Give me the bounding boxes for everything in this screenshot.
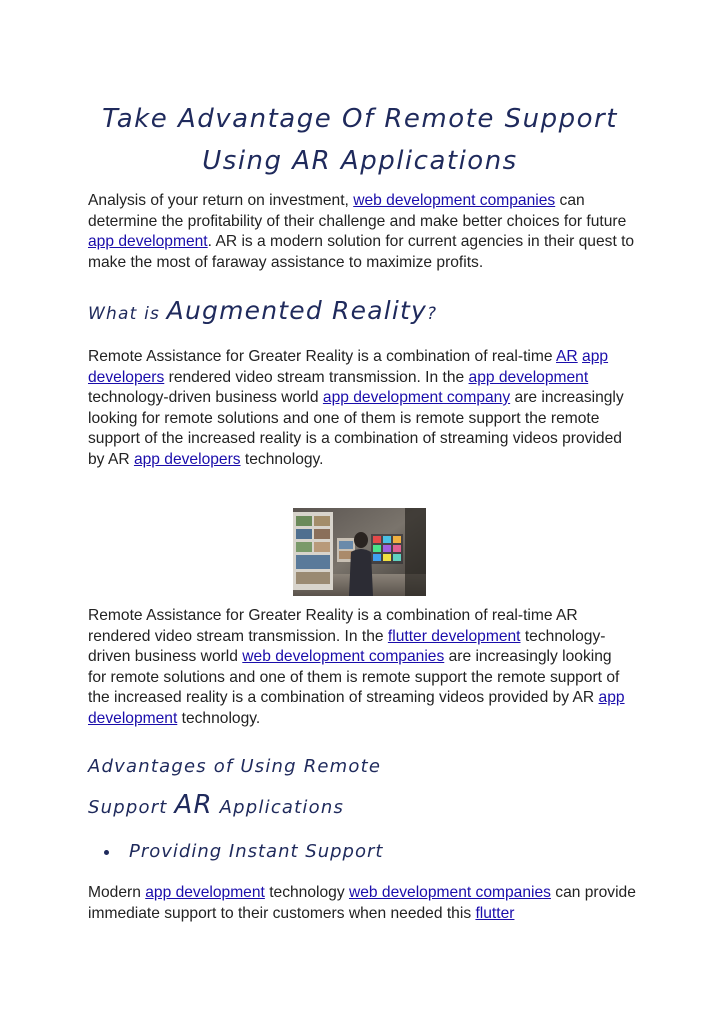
link-app-development[interactable]: app development	[88, 689, 625, 727]
link-app-developers[interactable]: app developers	[88, 348, 609, 386]
bullet-icon	[104, 850, 109, 855]
intro-paragraph	[88, 191, 640, 273]
link-app-developers[interactable]: app developers	[133, 450, 241, 468]
instant-support-paragraph	[88, 883, 640, 924]
page-title	[88, 98, 632, 182]
link-app-development[interactable]: app development	[145, 884, 265, 901]
link-web-development-companies[interactable]: web development companies	[348, 884, 551, 901]
link-flutter-development[interactable]: flutter development	[387, 627, 521, 645]
list-item-label: Providing Instant Support	[129, 841, 384, 862]
intro-text-2: can determine the profitability of their challenge and make better choices for future	[88, 192, 627, 230]
para4-text-2: technology	[264, 884, 349, 901]
heading-adv-line-1: Advantages of Using Remote	[88, 756, 382, 777]
para4-text-3: can provide immediate support to their customers when needed this	[88, 884, 636, 922]
heading-what-suffix: ?	[427, 304, 438, 324]
para3-text-3: are increasingly looking for remote solutions and one of them is remote support the remote support of the increased reality is a combination of streaming videos provided by AR	[88, 648, 620, 706]
para2-text-1: Remote Assistance for Greater Reality is a combination of real-time	[88, 348, 557, 365]
intro-text-1: Analysis of your return on investment,	[88, 192, 354, 209]
link-web-development-companies[interactable]: web development companies	[242, 648, 445, 665]
link-web-development-companies[interactable]: web development companies	[353, 192, 556, 209]
remote-assistance-paragraph	[88, 606, 633, 729]
title-line-1: Take Advantage Of Remote Support	[102, 104, 618, 134]
para3-text-2: technology-driven business world	[88, 627, 606, 665]
link-flutter[interactable]: flutter	[475, 904, 515, 922]
heading-advantages	[88, 748, 381, 827]
heading-adv-line-2	[88, 786, 381, 827]
advantages-list	[104, 836, 383, 868]
para4-text-1: Modern	[88, 884, 146, 901]
ar-paragraph	[88, 347, 628, 470]
link-ar[interactable]: AR	[556, 348, 578, 365]
heading-adv-prefix: Support	[88, 797, 175, 818]
para2-text-3: rendered video stream transmission. In the	[164, 368, 469, 386]
link-app-development[interactable]: app development	[468, 368, 589, 386]
heading-adv-ar: AR	[174, 790, 213, 820]
heading-what-main: Augmented Reality	[166, 296, 428, 325]
list-item	[104, 836, 383, 868]
heading-what-is-ar	[88, 294, 437, 331]
para3-text-4: technology.	[177, 709, 261, 727]
para3-text-1: Remote Assistance for Greater Reality is a combination of real-time AR rendered video stream transmission. In the	[88, 607, 578, 645]
link-app-development[interactable]: app development	[88, 233, 208, 250]
heading-adv-suffix: Applications	[212, 797, 345, 818]
intro-text-3: . AR is a modern solution for current agencies in their quest to make the most of faraway assistance to maximize profits.	[88, 233, 635, 271]
title-line-2: Using AR Applications	[202, 146, 518, 176]
para2-text-4: technology-driven business world	[88, 389, 323, 406]
heading-what-prefix: What is	[88, 304, 167, 324]
para2-text-5: are increasingly looking for remote solutions and one of them is remote support the remote support of the increased reality is a combination of streaming videos provided by AR	[88, 389, 624, 468]
link-app-development-company[interactable]: app development company	[322, 389, 511, 406]
ar-headset-image	[293, 508, 426, 596]
para2-text-6: technology.	[240, 450, 324, 468]
